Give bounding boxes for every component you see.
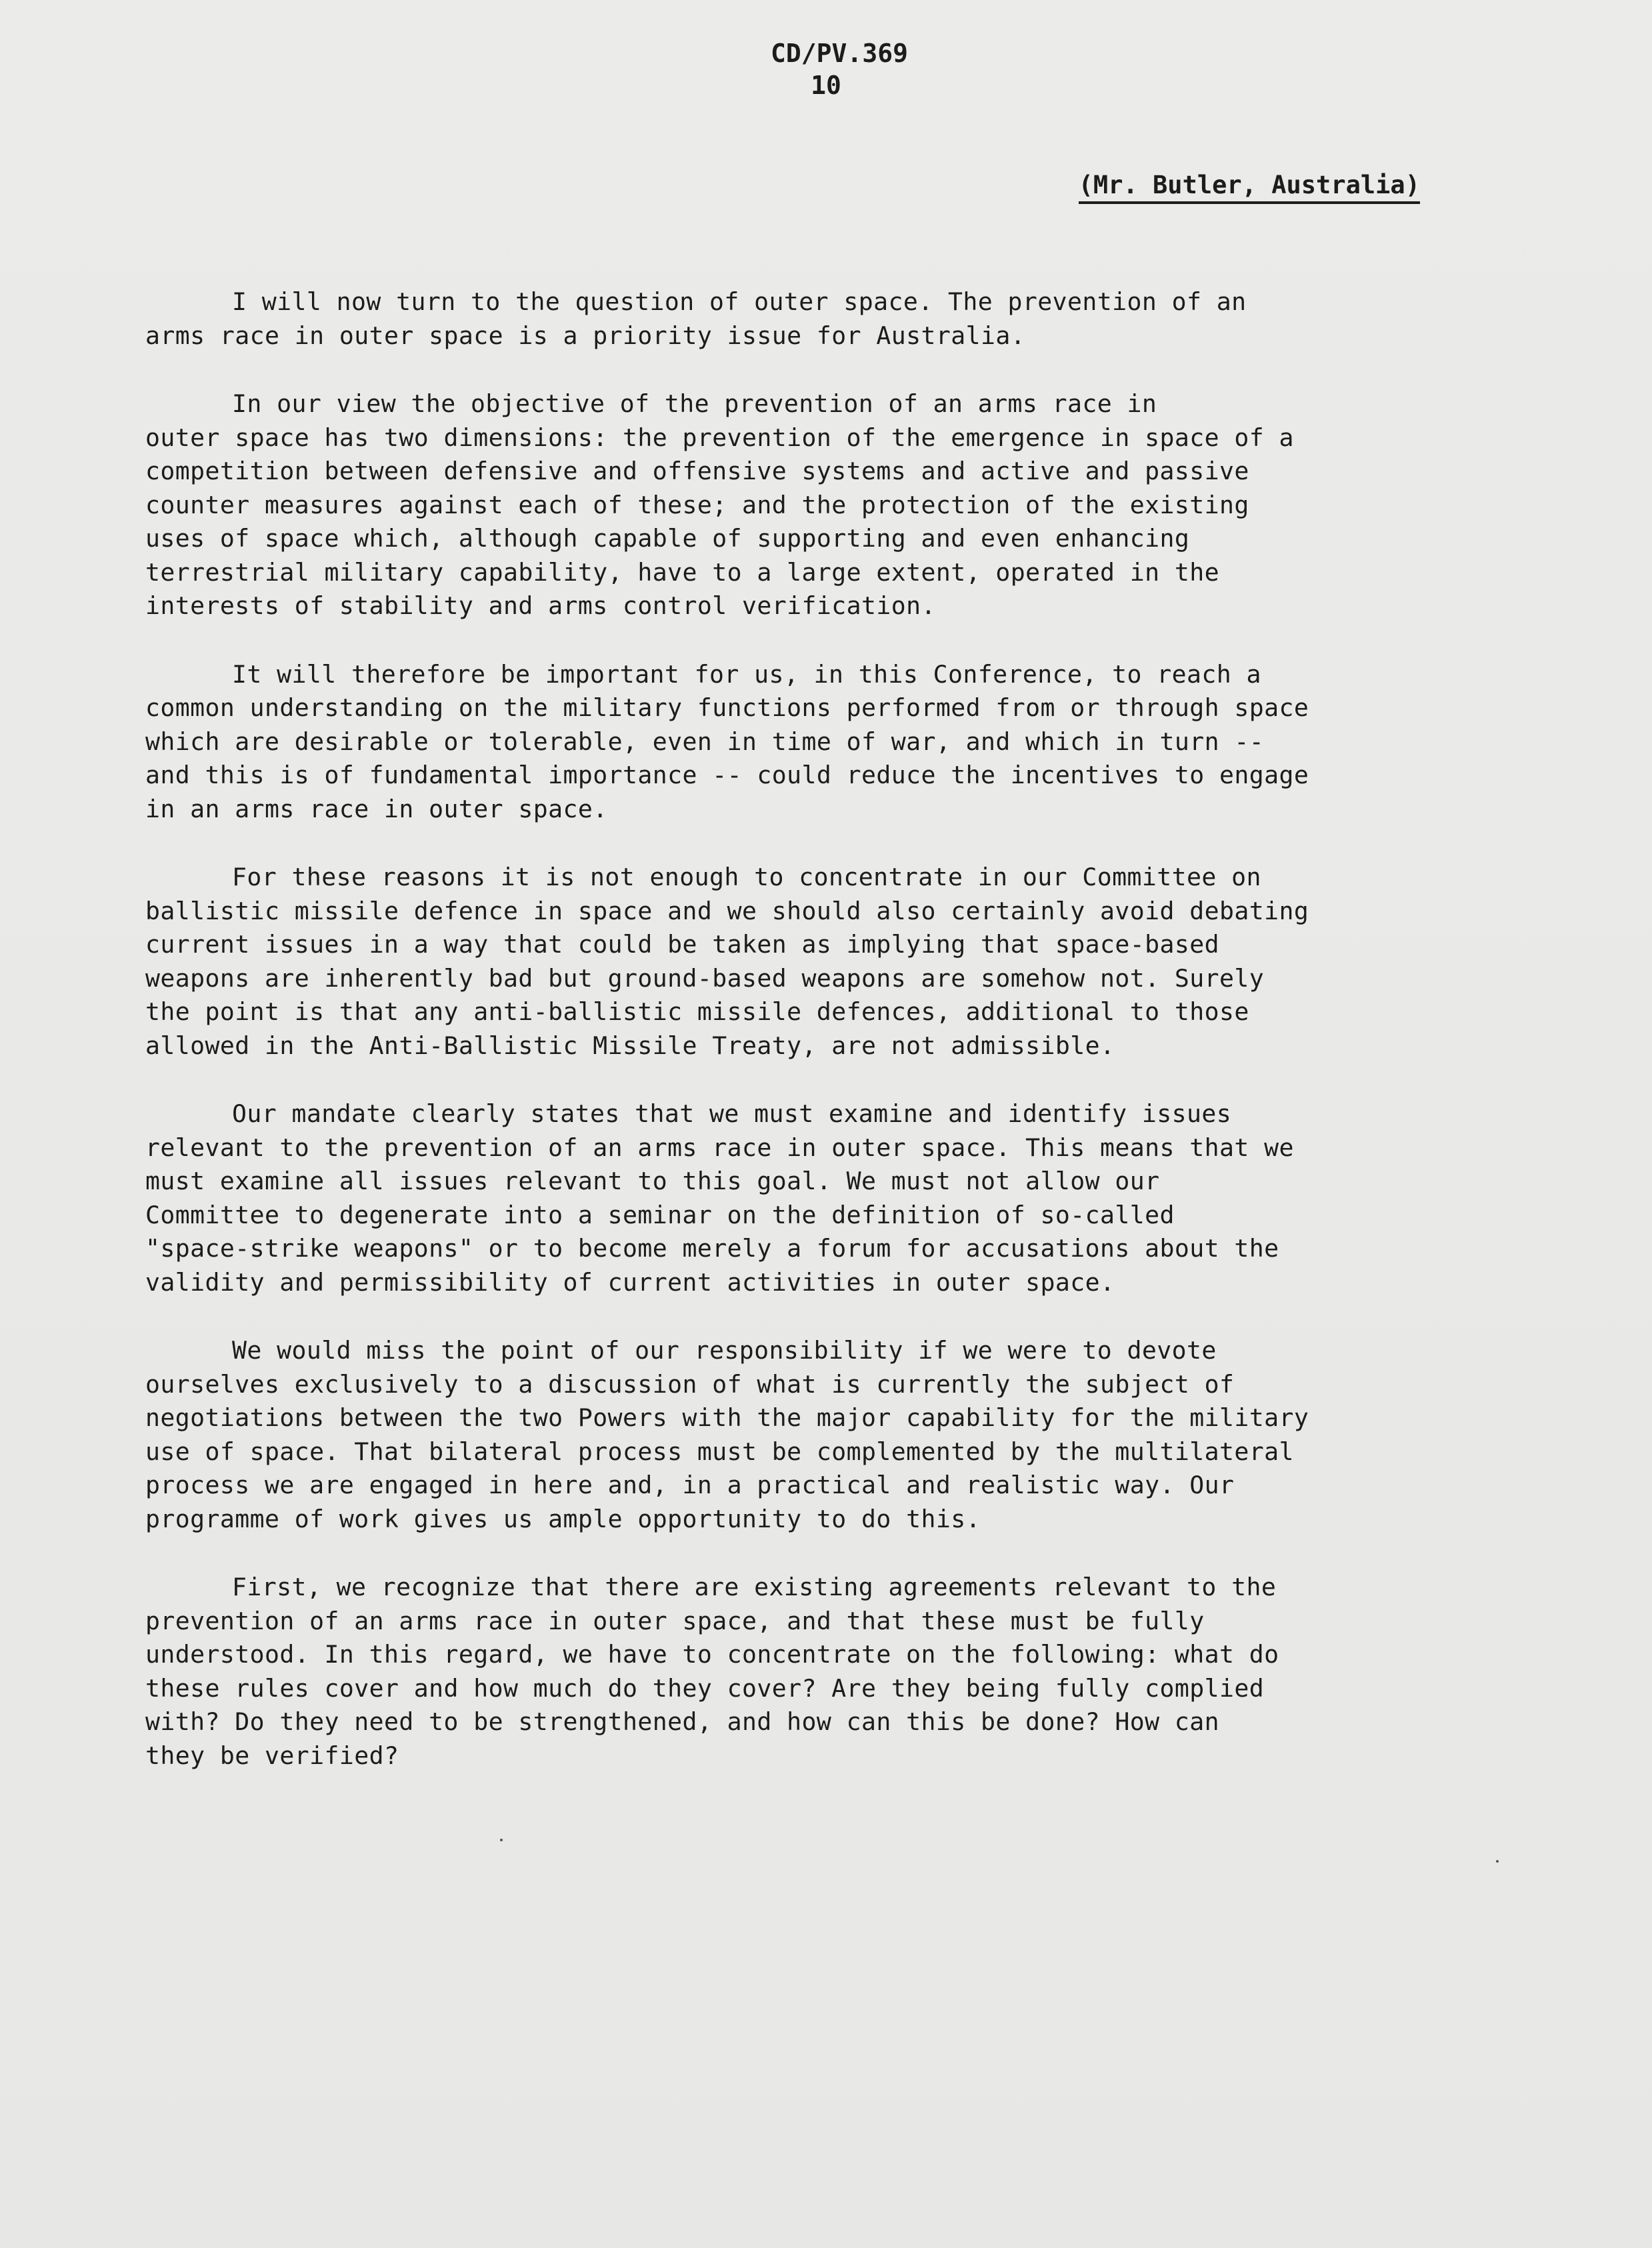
paragraph-existing-agreements: First, we recognize that there are existing agreements relevant to the prevention of an arms race in outer space, and that these must be fully understood. In this regard, we have to concentrate on the following: what do these rules cover and how much do they cover? Are they being fully complied with? Do they need to be strengthened, and how can this be done? How can they be verified?: [145, 1573, 1279, 1770]
statement-body: [145, 285, 1479, 1807]
document-symbol: CD/PV.369: [771, 39, 908, 68]
speaker-heading: (Mr. Butler, Australia): [1079, 171, 1420, 204]
page-number: 10: [811, 71, 841, 100]
paragraph-bilateral-process: We would miss the point of our responsibility if we were to devote ourselves exclusively to a discussion of what is currently the subject of negotiations between the two Powers with the major capability for the military use of space. That bilateral process must be complemented by the multilateral process we are engaged in here and, in a practical and realistic way. Our programme of work gives us ample opportunity to do this.: [145, 1336, 1309, 1533]
paragraph-missile-defence: For these reasons it is not enough to concentrate in our Committee on ballistic missile defence in space and we should also certainly avoid debating current issues in a way that could be taken as implying that space-based weapons are inherently bad but ground-based weapons are somehow not. Surely the point is that any anti-ballistic missile defences, additional to those allowed in the Anti-Ballistic Missile Treaty, are not admissible.: [145, 863, 1309, 1060]
paragraph-outer-space-intro: I will now turn to the question of outer space. The prevention of an arms race in outer space is a priority issue for Australia.: [145, 287, 1247, 350]
paragraph-common-understanding: It will therefore be important for us, in this Conference, to reach a common understanding on the military functions performed from or through space which are desirable or tolerable, even in time of war, and which in turn -- and this is of fundamental importance -- could reduce the incentives to engage in an arms race in outer space.: [145, 659, 1309, 823]
paper-speck: [500, 1839, 503, 1841]
paragraph-two-dimensions: In our view the objective of the prevention of an arms race in outer space has two dimensions: the prevention of the emergence in space of a competition between defensive and offensive systems and active and passive counter measures against each of these; and the protection of the existing uses of space which, although capable of supporting and even enhancing terrestrial military capability, have to a large extent, operated in the interests of stability and arms control verification.: [145, 389, 1294, 620]
paper-speck: [1496, 1860, 1499, 1863]
paragraph-mandate: Our mandate clearly states that we must examine and identify issues relevant to the prevention of an arms race in outer space. This means that we must examine all issues relevant to this goal. We must not allow our Committee to degenerate into a seminar on the definition of so-called "space-strike weapons" or to become merely a forum for accusations about the validity and permissibility of current activities in outer space.: [145, 1099, 1294, 1297]
